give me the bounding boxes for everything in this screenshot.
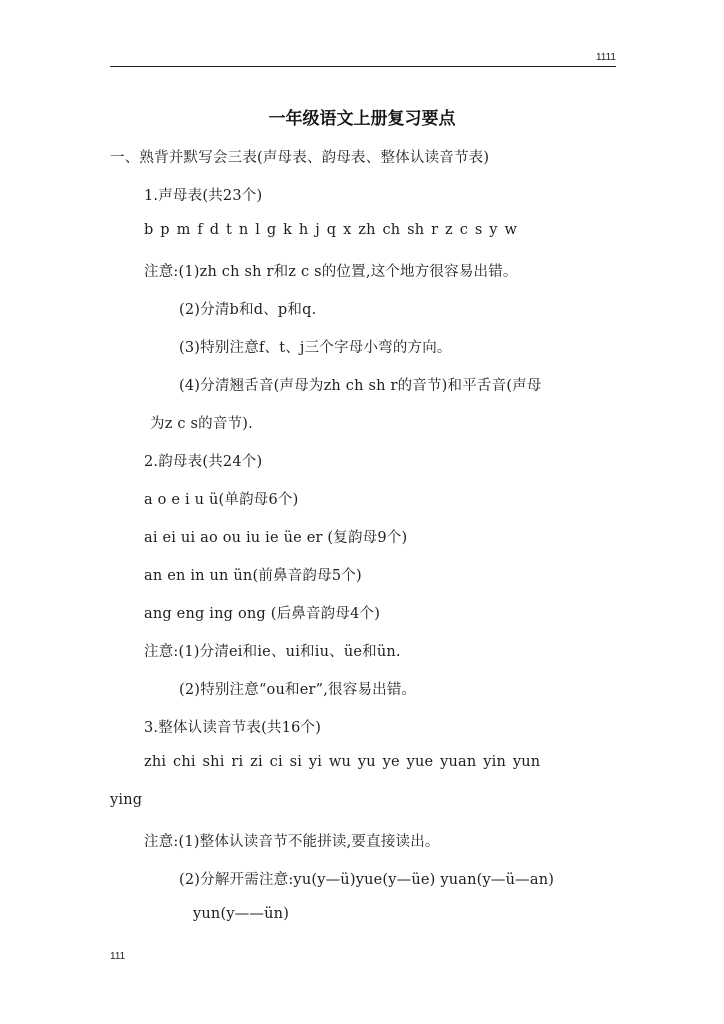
subsection-heading: 2.韵母表(共24个) [144, 454, 263, 470]
subsection-heading: 1.声母表(共23个) [144, 188, 263, 204]
note-line: 注意:(1)zh ch sh r和z c s的位置,这个地方很容易出错。 [144, 264, 518, 280]
note-line: 注意:(1)分清ei和ie、ui和iu、üe和ün. [144, 644, 401, 660]
text-line: ying [110, 792, 143, 808]
text-line: an en in un ün(前鼻音韵母5个) [144, 568, 362, 584]
footer-page-number: 111 [110, 951, 126, 962]
note-line: (2)特别注意“ou和er”,很容易出错。 [179, 682, 417, 698]
subsection-heading: 3.整体认读音节表(共16个) [144, 720, 322, 736]
section-heading: 一、熟背并默写会三表(声母表、韵母表、整体认读音节表) [110, 150, 490, 166]
note-line: 为z c s的音节). [150, 416, 253, 432]
header-rule [110, 66, 616, 67]
text-line: ai ei ui ao ou iu ie üe er (复韵母9个) [144, 530, 408, 546]
text-line: b p m f d t n l g k h j q x zh ch sh r z c s y w [144, 222, 518, 238]
text-line: zhi chi shi ri zi ci si yi wu yu ye yue yuan yin yun [144, 754, 541, 770]
note-line: (2)分清b和d、p和q. [179, 302, 317, 318]
note-line: (3)特别注意f、t、j三个字母小弯的方向。 [179, 340, 452, 356]
text-line: a o e i u ü(单韵母6个) [144, 492, 299, 508]
document-title: 一年级语文上册复习要点 [268, 109, 456, 129]
note-line: yun(y——ün) [193, 906, 290, 922]
note-line: (4)分清翘舌音(声母为zh ch sh r的音节)和平舌音(声母 [179, 378, 542, 394]
note-line: 注意:(1)整体认读音节不能拼读,要直接读出。 [144, 834, 440, 850]
note-line: (2)分解开需注意:yu(y—ü)yue(y—üe) yuan(y—ü—an) [179, 872, 555, 888]
text-line: ang eng ing ong (后鼻音韵母4个) [144, 606, 381, 622]
header-page-number: 1111 [595, 52, 616, 63]
